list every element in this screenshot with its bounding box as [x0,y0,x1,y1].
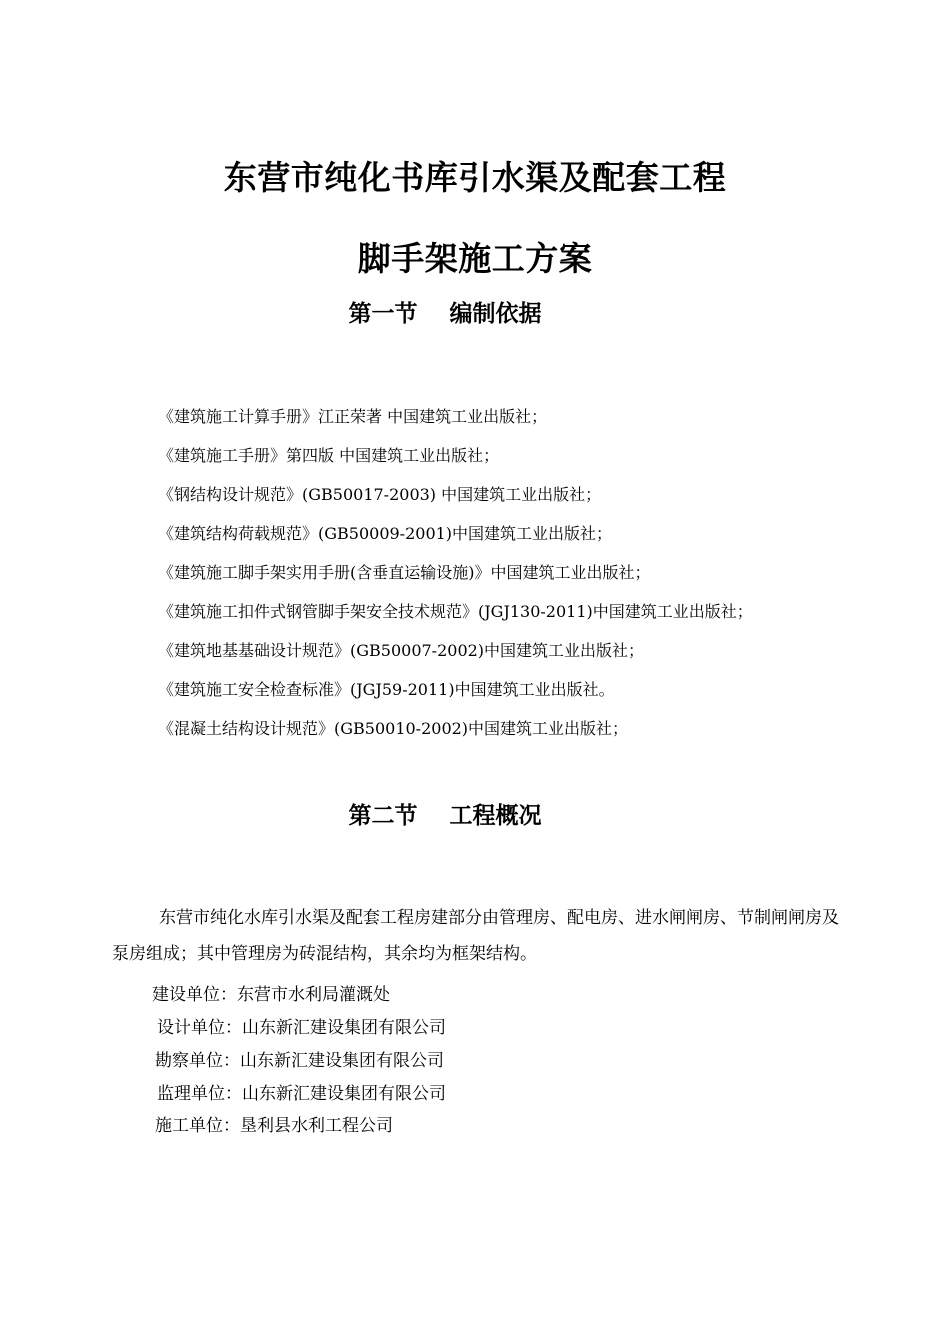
unit-contractor: 施工单位：垦利县水利工程公司 [155,1116,393,1136]
reference-item: 《建筑施工计算手册》江正荣著 中国建筑工业出版社； [158,407,548,426]
section-name: 编制依据 [449,301,542,327]
unit-supervision: 监理单位：山东新汇建设集团有限公司 [157,1084,446,1104]
reference-item: 《建筑结构荷载规范》(GB50009-2001)中国建筑工业出版社； [158,524,613,543]
unit-survey: 勘察单位：山东新汇建设集团有限公司 [155,1051,444,1071]
reference-item: 《建筑施工手册》第四版 中国建筑工业出版社； [158,446,500,465]
section-heading-basis [0,299,890,329]
reference-item: 《钢结构设计规范》(GB50017-2003) 中国建筑工业出版社； [158,485,602,504]
section-number: 第二节 [348,803,418,829]
reference-item: 《建筑地基基础设计规范》(GB50007-2002)中国建筑工业出版社； [158,641,645,660]
section-heading-overview [0,801,890,831]
reference-item: 《混凝土结构设计规范》(GB50010-2002)中国建筑工业出版社； [158,719,629,738]
document-title-line2: 脚手架施工方案 [357,239,593,278]
reference-list [158,404,753,755]
reference-item: 《建筑施工脚手架实用手册(含垂直运输设施)》中国建筑工业出版社； [158,563,651,582]
reference-item: 《建筑施工安全检查标准》(JGJ59-2011)中国建筑工业出版社。 [158,680,615,699]
reference-item: 《建筑施工扣件式钢管脚手架安全技术规范》(JGJ130-2011)中国建筑工业出版社； [158,602,753,621]
unit-design: 设计单位：山东新汇建设集团有限公司 [157,1018,446,1038]
document-title-line1: 东营市纯化书库引水渠及配套工程 [223,158,727,197]
unit-construction: 建设单位：东营市水利局灌溉处 [152,985,390,1005]
section-number: 第一节 [348,301,418,327]
section-name: 工程概况 [449,803,542,829]
project-overview-paragraph: 东营市纯化水库引水渠及配套工程房建部分由管理房、配电房、进水闸闸房、节制闸闸房及泵房组成；其中管理房为砖混结构，其余均为框架结构。 [112,908,839,964]
